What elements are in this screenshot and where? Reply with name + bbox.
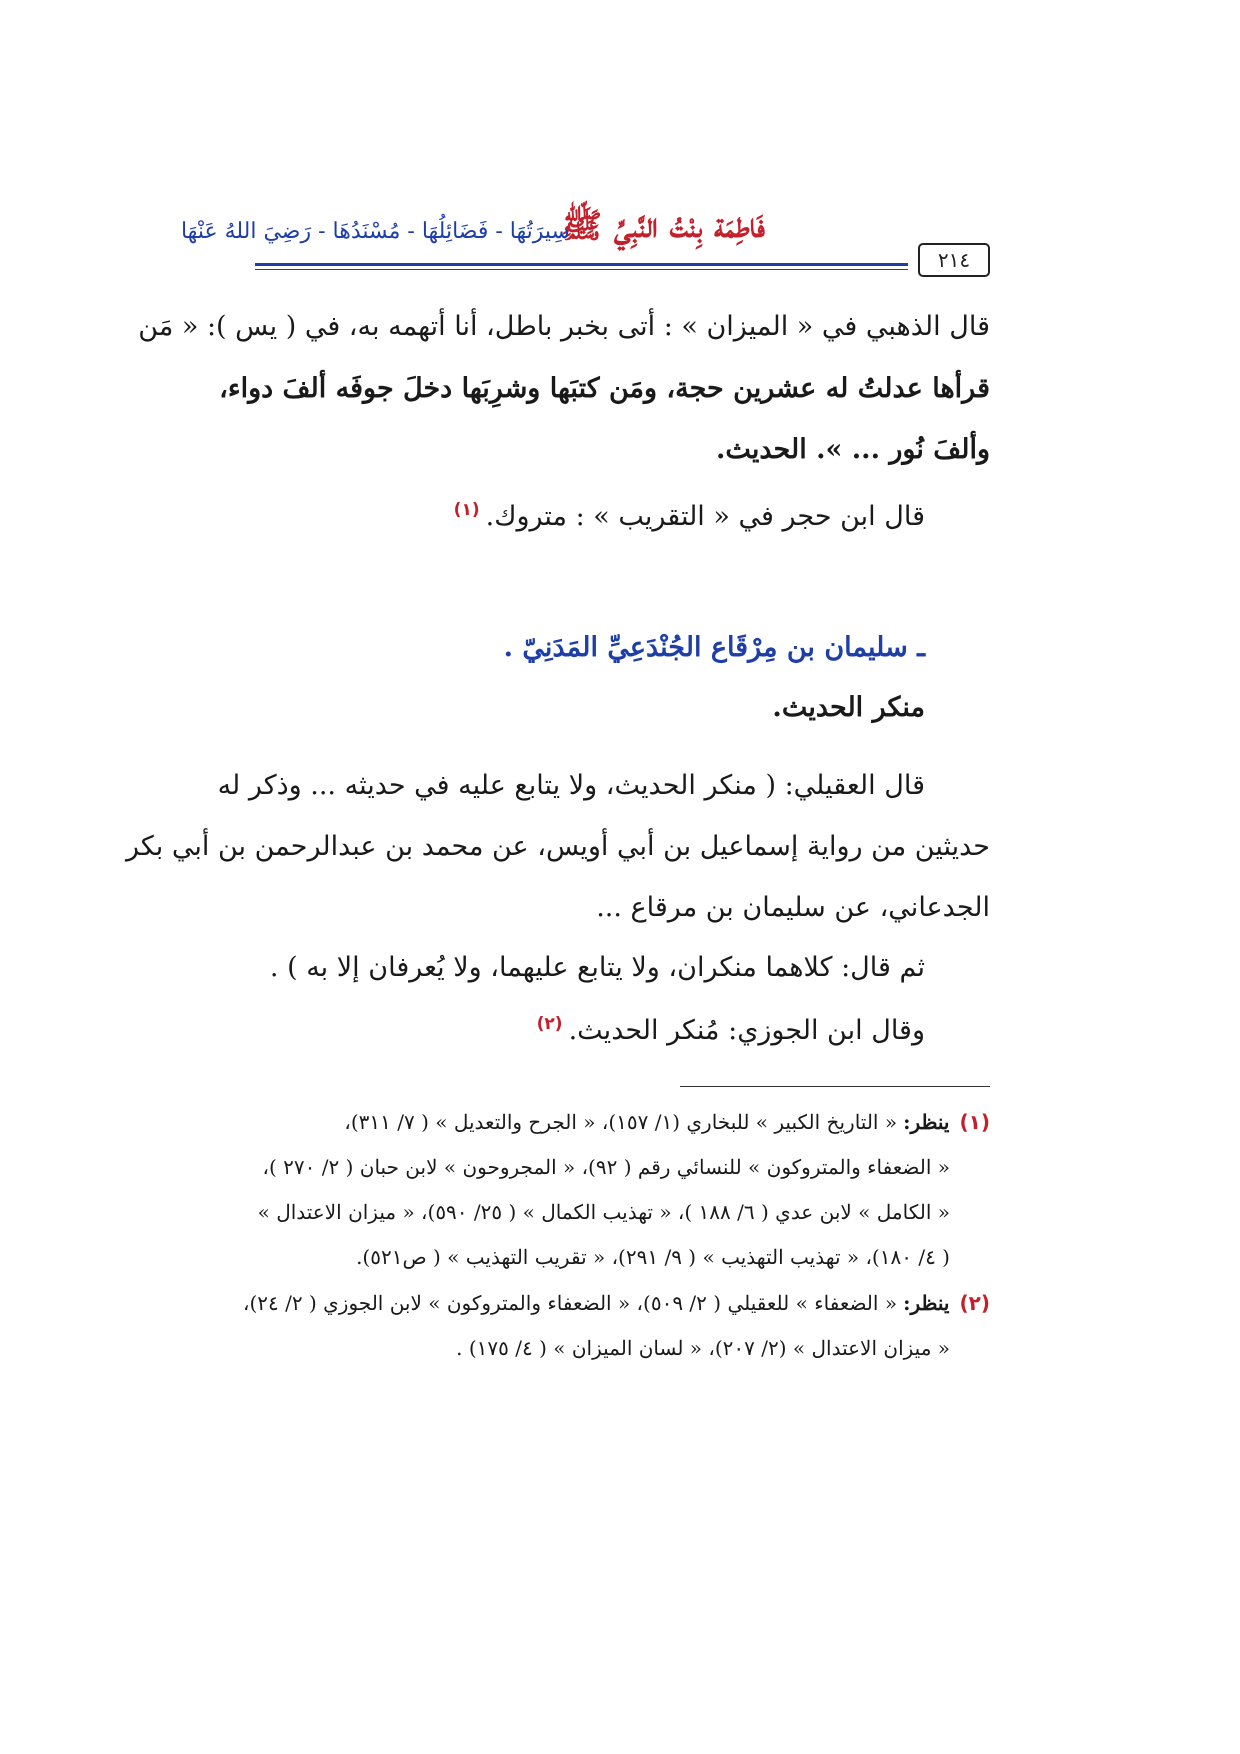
paragraph-line-1: قال العقيلي: ( منكر الحديث، ولا يتابع عليه في حديثه ... وذكر له	[217, 770, 925, 801]
footnote-ref-1[interactable]: (١)	[453, 500, 480, 520]
paragraph-line-2: حديثين من رواية إسماعيل بن أبي أويس، عن محمد بن عبدالرحمن بن أبي بكر	[125, 831, 990, 862]
footnote-2-line-1	[243, 1289, 990, 1317]
page-header	[180, 205, 990, 275]
body-line-4	[185, 490, 925, 537]
body-line-4-text: قال ابن حجر في « التقريب » : متروك.	[485, 501, 925, 532]
header-rule-thin	[255, 269, 908, 270]
narrator-heading: ـ سليمان بن مِرْقَاع الجُنْدَعِيِّ المَدَنِيّ .	[503, 632, 925, 663]
footnote-1-number: (١)	[959, 1110, 990, 1134]
book-title: فَاطِمَة بِنْتُ النَّبِيِّ ﷺ	[561, 206, 765, 246]
paragraph-line-5-text: وقال ابن الجوزي: مُنكر الحديث.	[568, 1015, 925, 1046]
footnote-1-line-2: « الضعفاء والمتروكون » للنسائي رقم ( ٩٢)، « المجروحون » لابن حبان ( ٢/ ٢٧٠ )،	[262, 1155, 950, 1179]
footnote-1-line-3: « الكامل » لابن عدي ( ٦/ ١٨٨ )، « تهذيب الكمال » ( ٢٥/ ٥٩٠)، « ميزان الاعتدال »	[257, 1200, 950, 1224]
page-number: ٢١٤	[918, 243, 990, 277]
paragraph-line-3: الجدعاني، عن سليمان بن مرقاع ...	[596, 892, 990, 923]
header-rule	[255, 263, 908, 266]
paragraph-line-5	[185, 1004, 925, 1051]
body-line-3: وألفَ نُور ... ». الحديث.	[715, 434, 990, 465]
footnote-ref-2[interactable]: (٢)	[536, 1014, 563, 1034]
footnote-1-line-4: ( ٤/ ١٨٠)، « تهذيب التهذيب » ( ٩/ ٢٩١)، « تقريب التهذيب » ( ص٥٢١).	[356, 1245, 950, 1269]
footnote-2-text: « الضعفاء » للعقيلي ( ٢/ ٥٠٩)، « الضعفاء والمتروكون » لابن الجوزي ( ٢/ ٢٤)،	[243, 1291, 898, 1315]
book-subtitle: سِيرَتُهَا - فَضَائِلُهَا - مُسْنَدُهَا - رَضِيَ اللهُ عَنْهَا	[180, 219, 570, 244]
footnote-1-text: « التاريخ الكبير » للبخاري (١/ ١٥٧)، « الجرح والتعديل » ( ٧/ ٣١١)،	[344, 1110, 898, 1134]
footnote-2-line-2: « ميزان الاعتدال » (٢/ ٢٠٧)، « لسان الميزان » ( ٤/ ١٧٥) .	[456, 1336, 950, 1360]
footnote-1-line-1	[250, 1108, 990, 1136]
body-line-1: قال الذهبي في « الميزان » : أتى بخبر باطل، أنا أتهمه به، في ( يس ): « مَن	[138, 311, 990, 342]
footnote-1-label: ينظر:	[903, 1110, 950, 1134]
narrator-status: منكر الحديث.	[772, 692, 925, 723]
footnote-separator	[680, 1086, 990, 1087]
paragraph-line-4: ثم قال: كلاهما منكران، ولا يتابع عليهما، ولا يُعرفان إلا به ) .	[269, 952, 925, 983]
body-line-2: قرأها عدلتُ له عشرين حجة، ومَن كتبَها وشرِبَها دخلَ جوفَه ألفَ دواء،	[219, 373, 990, 404]
footnote-2-number: (٢)	[959, 1291, 990, 1315]
footnote-2-label: ينظر:	[903, 1291, 950, 1315]
